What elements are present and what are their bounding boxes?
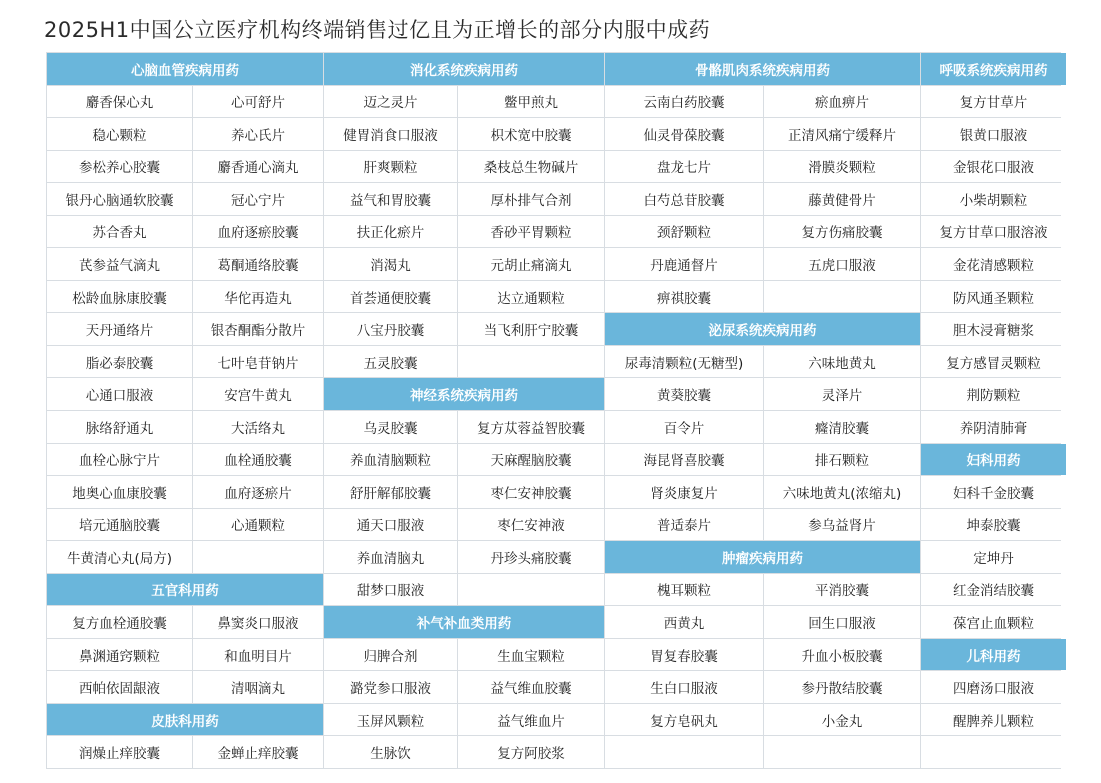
drug-cell: 复方血栓通胶囊 — [47, 606, 192, 638]
section-header-derm: 皮肤科用药 — [47, 704, 323, 736]
drug-cell: 小柴胡颗粒 — [921, 183, 1066, 215]
drug-cell: 牛黄清心丸(局方) — [47, 541, 192, 573]
drug-cell: 鼻渊通窍颗粒 — [47, 639, 192, 671]
empty-cell — [921, 736, 1066, 768]
drug-cell: 天丹通络片 — [47, 313, 192, 345]
drug-cell: 当飞利肝宁胶囊 — [458, 313, 604, 345]
drug-cell: 润燥止痒胶囊 — [47, 736, 192, 768]
drug-cell: 桑枝总生物碱片 — [458, 151, 604, 183]
drug-cell: 黄葵胶囊 — [605, 378, 763, 410]
drug-cell: 六味地黄丸(浓缩丸) — [764, 476, 920, 508]
drug-cell: 百令片 — [605, 411, 763, 443]
drug-cell: 妇科千金胶囊 — [921, 476, 1066, 508]
drug-cell: 清咽滴丸 — [193, 671, 323, 703]
section-header-oncology: 肿瘤疾病用药 — [605, 541, 920, 573]
drug-cell: 鳖甲煎丸 — [458, 86, 604, 118]
drug-cell: 丹鹿通督片 — [605, 248, 763, 280]
drug-cell: 藤黄健骨片 — [764, 183, 920, 215]
drug-cell: 五虎口服液 — [764, 248, 920, 280]
drug-cell: 元胡止痛滴丸 — [458, 248, 604, 280]
drug-cell: 安宫牛黄丸 — [193, 378, 323, 410]
drug-cell: 玉屏风颗粒 — [324, 704, 457, 736]
drug-cell: 大活络丸 — [193, 411, 323, 443]
drug-cell — [458, 574, 604, 606]
section-header-ent: 五官科用药 — [47, 574, 323, 606]
section-header-ortho: 骨骼肌肉系统疾病用药 — [605, 53, 920, 85]
drug-cell: 六味地黄丸 — [764, 346, 920, 378]
drug-cell: 金银花口服液 — [921, 151, 1066, 183]
drug-cell: 肝爽颗粒 — [324, 151, 457, 183]
drug-cell: 胃复春胶囊 — [605, 639, 763, 671]
drug-cell: 生白口服液 — [605, 671, 763, 703]
drug-cell: 葆宫止血颗粒 — [921, 606, 1066, 638]
drug-cell: 银丹心脑通软胶囊 — [47, 183, 192, 215]
section-header-cardio: 心脑血管疾病用药 — [47, 53, 323, 85]
drug-cell: 枣仁安神胶囊 — [458, 476, 604, 508]
drug-cell: 痹祺胶囊 — [605, 281, 763, 313]
drug-cell: 复方甘草片 — [921, 86, 1066, 118]
drug-cell: 首荟通便胶囊 — [324, 281, 457, 313]
drug-cell: 天麻醒脑胶囊 — [458, 444, 604, 476]
drug-cell: 复方苁蓉益智胶囊 — [458, 411, 604, 443]
drug-cell: 颈舒颗粒 — [605, 216, 763, 248]
drug-cell: 白芍总苷胶囊 — [605, 183, 763, 215]
drug-cell: 生脉饮 — [324, 736, 457, 768]
drug-cell: 瘀血痹片 — [764, 86, 920, 118]
drug-cell: 复方甘草口服溶液 — [921, 216, 1066, 248]
drug-cell: 葛酮通络胶囊 — [193, 248, 323, 280]
drug-cell: 七叶皂苷钠片 — [193, 346, 323, 378]
drug-cell: 八宝丹胶囊 — [324, 313, 457, 345]
drug-cell: 心通颗粒 — [193, 509, 323, 541]
drug-cell: 地奥心血康胶囊 — [47, 476, 192, 508]
drug-cell: 血府逐瘀胶囊 — [193, 216, 323, 248]
drug-cell: 血栓通胶囊 — [193, 444, 323, 476]
drug-table — [46, 52, 1061, 769]
drug-cell: 醒脾养儿颗粒 — [921, 704, 1066, 736]
drug-cell: 华佗再造丸 — [193, 281, 323, 313]
drug-cell: 仙灵骨葆胶囊 — [605, 118, 763, 150]
drug-cell: 金花清感颗粒 — [921, 248, 1066, 280]
drug-cell: 潞党参口服液 — [324, 671, 457, 703]
drug-cell: 参丹散结胶囊 — [764, 671, 920, 703]
page-title: 2025H1中国公立医疗机构终端销售过亿且为正增长的部分内服中成药 — [44, 18, 711, 42]
drug-cell: 养血清脑丸 — [324, 541, 457, 573]
drug-cell: 归脾合剂 — [324, 639, 457, 671]
drug-cell: 脉络舒通丸 — [47, 411, 192, 443]
drug-cell: 小金丸 — [764, 704, 920, 736]
drug-cell: 舒肝解郁胶囊 — [324, 476, 457, 508]
drug-cell: 冠心宁片 — [193, 183, 323, 215]
drug-cell: 云南白药胶囊 — [605, 86, 763, 118]
drug-cell: 益气维血片 — [458, 704, 604, 736]
drug-cell: 西帕依固龈液 — [47, 671, 192, 703]
drug-cell: 银杏酮酯分散片 — [193, 313, 323, 345]
drug-cell: 益气和胃胶囊 — [324, 183, 457, 215]
drug-cell: 复方阿胶浆 — [458, 736, 604, 768]
drug-cell: 五灵胶囊 — [324, 346, 457, 378]
drug-cell: 灵泽片 — [764, 378, 920, 410]
drug-cell: 防风通圣颗粒 — [921, 281, 1066, 313]
drug-cell: 生血宝颗粒 — [458, 639, 604, 671]
section-header-tonic: 补气补血类用药 — [324, 606, 604, 638]
drug-cell: 西黄丸 — [605, 606, 763, 638]
section-header-gyn: 妇科用药 — [921, 444, 1066, 476]
section-header-respiratory: 呼吸系统疾病用药 — [921, 53, 1066, 85]
drug-cell: 槐耳颗粒 — [605, 574, 763, 606]
section-header-digestive: 消化系统疾病用药 — [324, 53, 604, 85]
drug-cell: 达立通颗粒 — [458, 281, 604, 313]
drug-cell: 复方伤痛胶囊 — [764, 216, 920, 248]
drug-cell: 心通口服液 — [47, 378, 192, 410]
drug-cell: 消渴丸 — [324, 248, 457, 280]
drug-cell: 麝香保心丸 — [47, 86, 192, 118]
drug-cell: 乌灵胶囊 — [324, 411, 457, 443]
drug-cell: 普适泰片 — [605, 509, 763, 541]
drug-cell: 四磨汤口服液 — [921, 671, 1066, 703]
drug-cell: 养血清脑颗粒 — [324, 444, 457, 476]
drug-cell — [764, 281, 920, 313]
drug-cell: 丹珍头痛胶囊 — [458, 541, 604, 573]
drug-cell: 养阴清肺膏 — [921, 411, 1066, 443]
drug-cell: 海昆肾喜胶囊 — [605, 444, 763, 476]
drug-cell: 养心氏片 — [193, 118, 323, 150]
drug-cell: 血府逐瘀片 — [193, 476, 323, 508]
drug-cell — [193, 541, 323, 573]
drug-cell: 金蝉止痒胶囊 — [193, 736, 323, 768]
drug-cell: 回生口服液 — [764, 606, 920, 638]
empty-cell — [605, 736, 763, 768]
drug-cell: 培元通脑胶囊 — [47, 509, 192, 541]
empty-cell — [764, 736, 920, 768]
drug-cell: 荆防颗粒 — [921, 378, 1066, 410]
drug-cell: 参松养心胶囊 — [47, 151, 192, 183]
drug-cell: 复方感冒灵颗粒 — [921, 346, 1066, 378]
section-header-peds: 儿科用药 — [921, 639, 1066, 671]
section-header-neuro: 神经系统疾病用药 — [324, 378, 604, 410]
drug-cell: 枣仁安神液 — [458, 509, 604, 541]
drug-cell: 癃清胶囊 — [764, 411, 920, 443]
drug-cell: 定坤丹 — [921, 541, 1066, 573]
drug-cell: 脂必泰胶囊 — [47, 346, 192, 378]
section-header-urinary: 泌尿系统疾病用药 — [605, 313, 920, 345]
drug-cell: 升血小板胶囊 — [764, 639, 920, 671]
drug-cell: 滑膜炎颗粒 — [764, 151, 920, 183]
drug-cell: 坤泰胶囊 — [921, 509, 1066, 541]
drug-cell — [458, 346, 604, 378]
drug-cell: 和血明目片 — [193, 639, 323, 671]
drug-cell: 正清风痛宁缓释片 — [764, 118, 920, 150]
drug-cell: 香砂平胃颗粒 — [458, 216, 604, 248]
drug-cell: 银黄口服液 — [921, 118, 1066, 150]
drug-cell: 肾炎康复片 — [605, 476, 763, 508]
drug-cell: 芪参益气滴丸 — [47, 248, 192, 280]
drug-cell: 排石颗粒 — [764, 444, 920, 476]
drug-cell: 平消胶囊 — [764, 574, 920, 606]
drug-cell: 苏合香丸 — [47, 216, 192, 248]
drug-cell: 红金消结胶囊 — [921, 574, 1066, 606]
drug-cell: 复方皂矾丸 — [605, 704, 763, 736]
drug-cell: 厚朴排气合剂 — [458, 183, 604, 215]
drug-cell: 稳心颗粒 — [47, 118, 192, 150]
drug-cell: 扶正化瘀片 — [324, 216, 457, 248]
drug-cell: 通天口服液 — [324, 509, 457, 541]
drug-cell: 尿毒清颗粒(无糖型) — [605, 346, 763, 378]
drug-cell: 血栓心脉宁片 — [47, 444, 192, 476]
drug-cell: 健胃消食口服液 — [324, 118, 457, 150]
drug-cell: 盘龙七片 — [605, 151, 763, 183]
drug-cell: 益气维血胶囊 — [458, 671, 604, 703]
drug-cell: 枳术宽中胶囊 — [458, 118, 604, 150]
drug-cell: 鼻窦炎口服液 — [193, 606, 323, 638]
drug-cell: 甜梦口服液 — [324, 574, 457, 606]
drug-cell: 迈之灵片 — [324, 86, 457, 118]
drug-cell: 麝香通心滴丸 — [193, 151, 323, 183]
drug-cell: 心可舒片 — [193, 86, 323, 118]
drug-cell: 胆木浸膏糖浆 — [921, 313, 1066, 345]
drug-cell: 参乌益肾片 — [764, 509, 920, 541]
drug-cell: 松龄血脉康胶囊 — [47, 281, 192, 313]
